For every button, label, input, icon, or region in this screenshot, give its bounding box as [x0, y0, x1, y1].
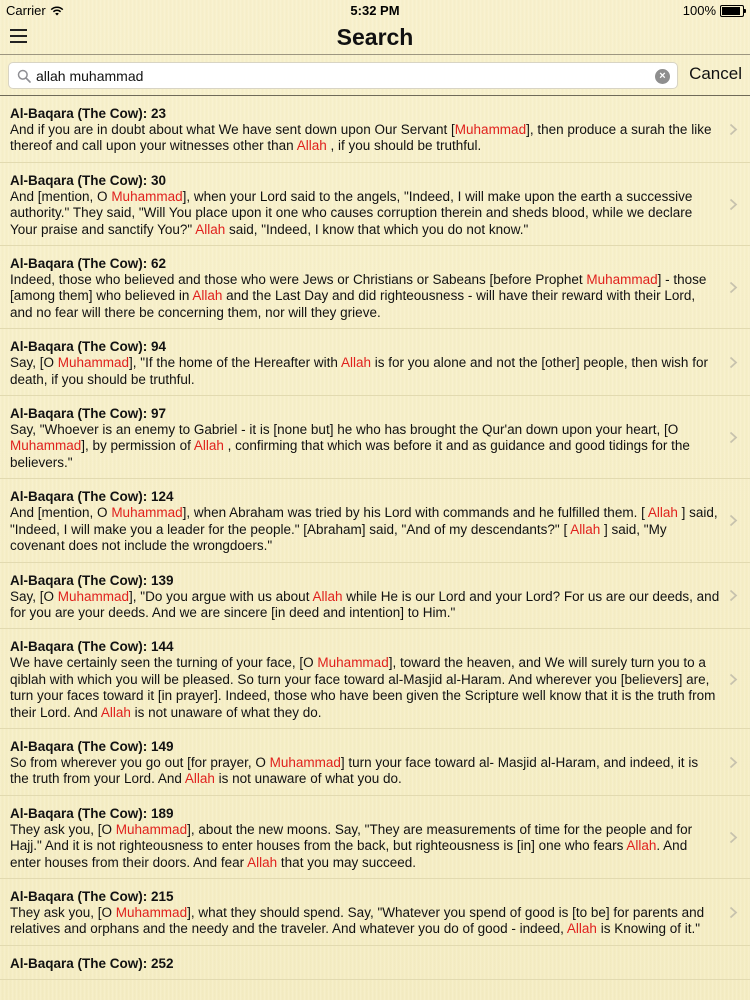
result-item[interactable] — [0, 729, 750, 796]
result-text-segment: Say, [O — [10, 355, 58, 371]
search-bar — [0, 55, 750, 96]
chevron-right-icon — [729, 281, 738, 294]
result-text-segment: ], when Abraham was tried by his Lord with commands and he fulfilled them. [ — [182, 505, 648, 521]
highlighted-term: Allah — [647, 505, 678, 521]
result-title: Al-Baqara (The Cow): 62 — [10, 256, 167, 272]
result-item[interactable] — [0, 479, 750, 562]
chevron-right-icon — [729, 431, 738, 444]
chevron-right-icon — [729, 123, 738, 136]
result-title: Al-Baqara (The Cow): 124 — [10, 489, 174, 505]
result-text — [10, 505, 720, 554]
highlighted-term: Allah — [184, 771, 215, 787]
result-title: Al-Baqara (The Cow): 97 — [10, 406, 167, 422]
cancel-button[interactable]: Cancel — [689, 64, 742, 83]
result-text-segment: They ask you, [O — [10, 821, 116, 837]
result-text-segment: , if you should be truthful. — [326, 138, 482, 154]
result-text — [10, 655, 720, 721]
result-item[interactable] — [0, 796, 750, 879]
result-text-segment: So from wherever you go out [for prayer, O — [10, 754, 270, 770]
highlighted-term: Allah — [340, 355, 371, 371]
highlighted-term: Muhammad — [111, 505, 183, 521]
chevron-right-icon — [729, 906, 738, 919]
highlighted-term: Allah — [195, 221, 226, 237]
highlighted-term: Muhammad — [57, 588, 130, 604]
highlighted-term: Allah — [566, 921, 597, 937]
result-text-segment: . And enter houses from their doors. And fear — [10, 838, 688, 870]
chevron-right-icon — [729, 356, 738, 369]
result-text-segment: is Knowing of it." — [596, 921, 701, 937]
highlighted-term: Muhammad — [10, 438, 82, 454]
result-item[interactable] — [0, 879, 750, 946]
result-text-segment: Indeed, those who believed and those who were Jews or Christians or Sabeans [before Prophet — [10, 272, 587, 288]
search-icon — [17, 69, 31, 83]
highlighted-term: Allah — [100, 704, 131, 720]
result-text-segment: And if you are in doubt about what We have sent down upon Our Servant [ — [10, 122, 455, 137]
result-text-segment: We have certainly seen the turning of your face, [O — [10, 655, 318, 671]
search-field-container[interactable] — [8, 62, 678, 89]
result-text-segment: and the Last Day and did righteousness - will have their reward with their Lord, and no fear will there be concerning them, nor will they grieve. — [10, 288, 696, 320]
result-item[interactable] — [0, 396, 750, 479]
status-bar — [0, 0, 750, 20]
search-input[interactable] — [36, 65, 656, 87]
highlighted-term: Allah — [193, 438, 224, 454]
search-results-list — [0, 96, 750, 1000]
result-text-segment: ] said, "Indeed, I will make you a leader for the people." [Abraham] said, "And of my descendants?" [ — [10, 505, 718, 537]
result-title: Al-Baqara (The Cow): 189 — [10, 805, 174, 821]
result-item[interactable] — [0, 629, 750, 729]
result-text — [10, 355, 720, 388]
status-time: 5:32 PM — [350, 3, 400, 18]
highlighted-term: Allah — [296, 138, 327, 154]
result-title: Al-Baqara (The Cow): 139 — [10, 572, 174, 588]
result-text-segment: ], toward the heaven, and We will surely turn you to a qiblah with which you will be pleased. So turn your face toward al-Masjid al-Haram. And wherever you [believers] are, turn your faces toward it [in prayer]. Indeed, those who have been given the Scripture well know that it is the truth from their Lord. And — [10, 655, 716, 720]
result-text — [10, 122, 720, 155]
result-text — [10, 589, 720, 622]
chevron-right-icon — [729, 514, 738, 527]
result-item[interactable] — [0, 96, 750, 163]
highlighted-term: Muhammad — [317, 655, 389, 671]
result-text-segment: Say, "Whoever is an enemy to Gabriel - it is [none but] he who has brought the Qur'an down upon your heart, [O — [10, 422, 679, 438]
battery-icon — [720, 5, 744, 17]
highlighted-term: Allah — [192, 288, 223, 304]
result-text — [10, 422, 720, 471]
highlighted-term: Allah — [247, 854, 278, 870]
result-item[interactable] — [0, 563, 750, 630]
highlighted-term: Allah — [312, 588, 343, 604]
result-text-segment: is not unaware of what they do. — [130, 704, 322, 720]
result-title: Al-Baqara (The Cow): 149 — [10, 738, 174, 754]
result-title: Al-Baqara (The Cow): 94 — [10, 339, 167, 355]
result-item[interactable] — [0, 246, 750, 329]
highlighted-term: Muhammad — [57, 355, 130, 371]
result-text-segment: ], when your Lord said to the angels, "Indeed, I will make upon the earth a successive authority." They said, "Will You place upon it one who causes corruption therein and sheds blood, while we declare Your praise and sanctify You?" — [10, 188, 693, 237]
result-text — [10, 755, 720, 788]
battery-info — [683, 3, 744, 18]
highlighted-term: Allah — [570, 521, 601, 537]
chevron-right-icon — [729, 756, 738, 769]
result-text-segment: ] - those [among them] who believed in — [10, 272, 707, 304]
result-text — [10, 189, 720, 238]
result-text-segment: And [mention, O — [10, 188, 112, 204]
highlighted-term: Muhammad — [454, 122, 527, 137]
result-text-segment: , confirming that which was before it and as guidance and good tidings for the believers." — [10, 438, 690, 470]
result-text-segment: that you may succeed. — [277, 854, 416, 870]
result-text-segment: ], what they should spend. Say, "Whatever you spend of good is [to be] for parents and relatives and orphans and the needy and the traveler. And whatever you do of good - indeed, — [10, 904, 705, 937]
battery-percent: 100% — [682, 3, 716, 18]
chevron-right-icon — [729, 589, 738, 602]
result-text-segment: while He is our Lord and your Lord? For us are our deeds, and for you are your deeds. And we are sincere [in deed and intention] to Him." — [10, 588, 720, 620]
chevron-right-icon — [729, 198, 738, 211]
result-text-segment: ], "Do you argue with us about — [129, 588, 313, 604]
chevron-right-icon — [729, 673, 738, 686]
result-text-segment: ], "If the home of the Hereafter with — [129, 355, 341, 371]
page-title: Search — [336, 24, 414, 50]
result-text — [10, 905, 720, 938]
clear-search-icon[interactable]: × — [655, 69, 670, 84]
result-title: Al-Baqara (The Cow): 215 — [10, 888, 174, 904]
result-text-segment: Say, [O — [10, 588, 58, 604]
highlighted-term: Allah — [626, 838, 657, 854]
result-title: Al-Baqara (The Cow): 30 — [10, 172, 167, 188]
result-text-segment: ], then produce a surah the like thereof and call upon your witnesses other than — [10, 122, 712, 154]
highlighted-term: Muhammad — [586, 272, 658, 288]
result-text-segment: And [mention, O — [10, 505, 112, 521]
result-text-segment: ] turn your face toward al- Masjid al-Haram, and indeed, it is the truth from your Lord. And — [10, 754, 699, 787]
highlighted-term: Muhammad — [115, 904, 188, 920]
result-text-segment: ], by permission of — [81, 438, 194, 454]
result-text — [10, 822, 720, 871]
result-text-segment: is not unaware of what you do. — [214, 771, 402, 787]
result-title: Al-Baqara (The Cow): 23 — [10, 106, 167, 121]
result-text-segment: ], about the new moons. Say, "They are measurements of time for the people and for Hajj." And it is not righteousness to enter houses from the back, but righteousness is [in] one who fears — [10, 821, 693, 854]
chevron-right-icon — [729, 831, 738, 844]
navigation-bar — [0, 20, 750, 55]
highlighted-term: Muhammad — [115, 821, 188, 837]
result-text-segment: is for you alone and not the [other] people, then wish for death, if you should be truthful. — [10, 355, 708, 387]
result-item[interactable] — [0, 163, 750, 246]
result-text-segment: ] said, "My covenant does not include the wrongdoers." — [10, 521, 667, 554]
result-text-segment: said, "Indeed, I know that which you do not know." — [225, 221, 529, 237]
result-item[interactable] — [0, 946, 750, 980]
highlighted-term: Muhammad — [269, 754, 341, 770]
result-title: Al-Baqara (The Cow): 252 — [10, 955, 174, 971]
highlighted-term: Muhammad — [111, 188, 183, 204]
result-title: Al-Baqara (The Cow): 144 — [10, 639, 174, 655]
carrier-label: Carrier — [6, 3, 46, 18]
result-item[interactable] — [0, 329, 750, 396]
result-text-segment: They ask you, [O — [10, 904, 116, 920]
result-text — [10, 272, 720, 321]
